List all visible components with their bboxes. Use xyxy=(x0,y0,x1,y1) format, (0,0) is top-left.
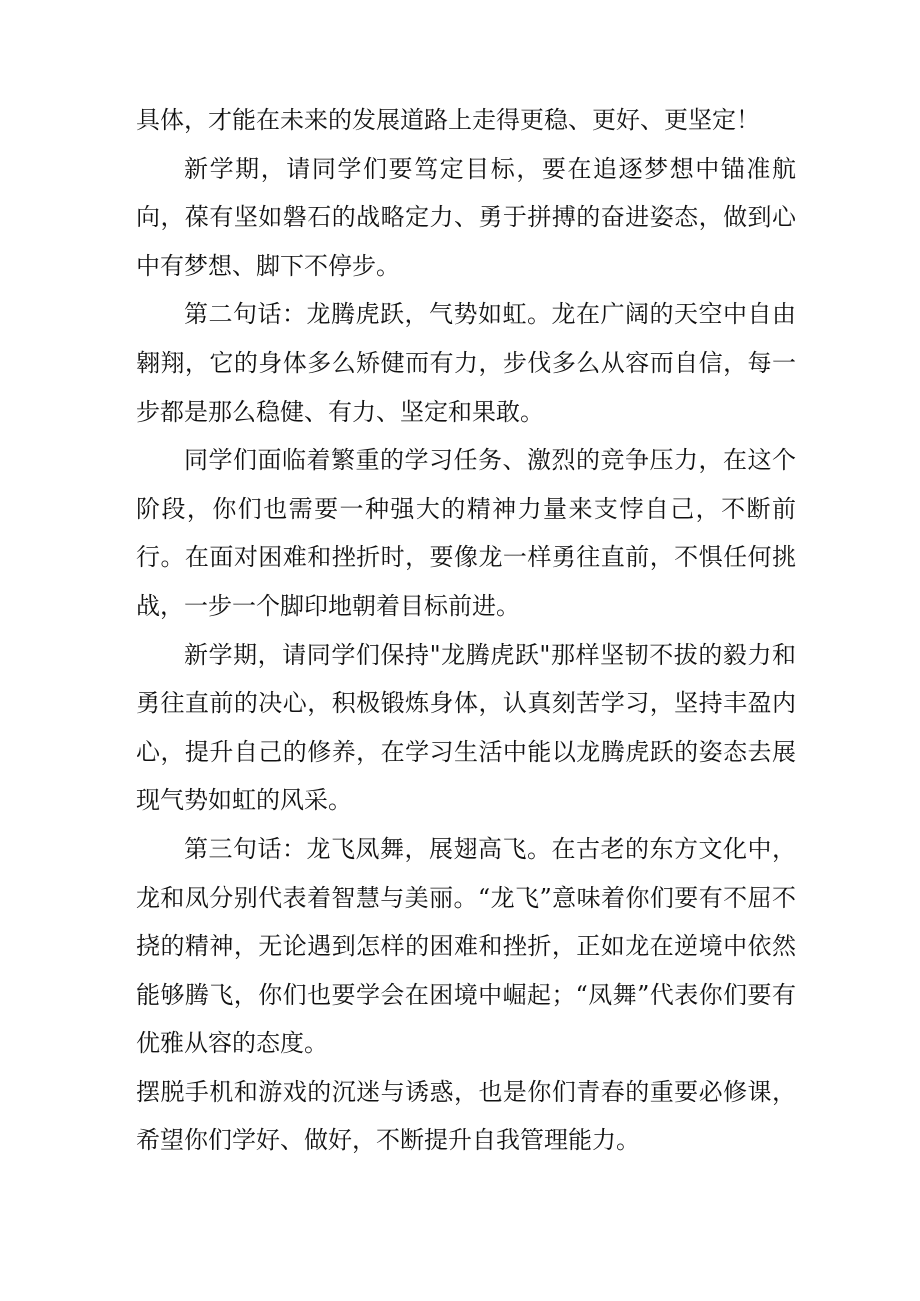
paragraph-7: 摆脱手机和游戏的沉迷与诱惑，也是你们青春的重要必修课，希望你们学好、做好，不断提升自我管理能力。 xyxy=(136,1077,796,1155)
paragraph-5: 新学期，请同学们保持"龙腾虎跃"那样坚韧不拔的毅力和勇往直前的决心，积极锻炼身体，认真刻苦学习，坚持丰盈内心，提升自己的修养，在学习生活中能以龙腾虎跃的姿态去展现气势如虹的风采。 xyxy=(136,640,796,815)
paragraph-3: 第二句话：龙腾虎跃，气势如虹。龙在广阔的天空中自由翱翔，它的身体多么矫健而有力，步伐多么从容而自信，每一步都是那么稳健、有力、坚定和果敢。 xyxy=(136,300,796,426)
paragraph-1: 具体，才能在未来的发展道路上走得更稳、更好、更坚定！ xyxy=(136,106,760,134)
paragraph-2: 新学期，请同学们要笃定目标，要在追逐梦想中锚准航向，葆有坚如磐石的战略定力、勇于拼搏的奋进姿态，做到心中有梦想、脚下不停步。 xyxy=(136,154,796,280)
paragraph-6: 第三句话：龙飞凤舞，展翅高飞。在古老的东方文化中，龙和凤分别代表着智慧与美丽。“龙飞”意味着你们要有不屈不挠的精神，无论遇到怎样的困难和挫折，正如龙在逆境中依然能够腾飞，你们也要学会在困境中崛起；“凤舞”代表你们要有优雅从容的态度。 xyxy=(136,834,796,1058)
paragraph-4: 同学们面临着繁重的学习任务、激烈的竞争压力，在这个阶段，你们也需要一种强大的精神力量来支悖自己，不断前行。在面对困难和挫折时，要像龙一样勇往直前，不惧任何挑战，一步一个脚印地朝着目标前进。 xyxy=(136,446,796,620)
document-body xyxy=(136,96,796,1165)
